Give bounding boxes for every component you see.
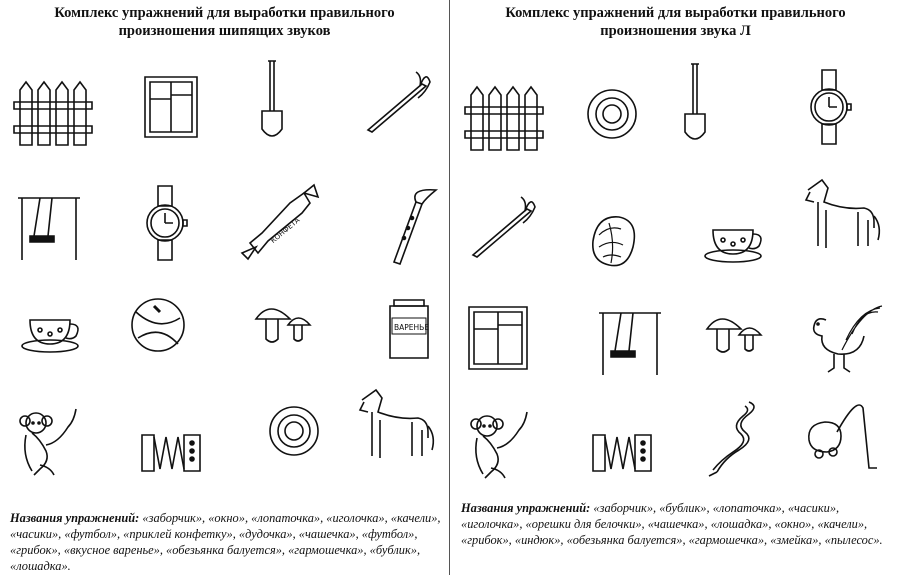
fence-icon bbox=[459, 75, 549, 165]
needle-icon bbox=[463, 185, 553, 275]
jar-label: ВАРЕНЬЕ bbox=[394, 323, 430, 332]
left-title-line2: произношения шипящих звуков bbox=[118, 23, 331, 39]
right-panel bbox=[451, 0, 900, 575]
left-caption-text: «заборчик», «окно», «лопаточка», «иголочка», «качели», «часики», «футбол», «приклей конфетку», «дудочка», «чашечка», «футбол», «грибок», «вкусное варенье», «обезьянка балуется», «гармошечка», «бублик», «лошадка». bbox=[10, 511, 441, 573]
right-title bbox=[451, 4, 900, 40]
jam-jar-icon bbox=[370, 288, 460, 378]
swing-icon bbox=[589, 295, 679, 385]
bagel-icon bbox=[250, 385, 340, 475]
right-caption-lead: Названия упражнений: bbox=[461, 501, 591, 515]
left-caption-lead: Названия упражнений: bbox=[10, 511, 140, 525]
right-caption bbox=[461, 500, 892, 548]
window-icon bbox=[461, 295, 551, 385]
wristwatch-icon bbox=[122, 178, 212, 268]
left-title bbox=[0, 4, 449, 40]
walnut-icon bbox=[569, 195, 659, 285]
right-caption-text: «заборчик», «бублик», «лопаточка», «часики», «иголочка», «орешки для белочки», «чашечка», «лошадка», «окно», «качели», «грибок», «индюк», «обезьянка балуется», «гармошечка», «змейка», «пылесос». bbox=[461, 501, 883, 547]
left-title-line1: Комплекс упражнений для выработки правильного bbox=[54, 5, 395, 21]
mushrooms-icon bbox=[238, 285, 328, 375]
shovel-icon bbox=[651, 58, 741, 148]
pipe-icon bbox=[360, 180, 450, 270]
candy-label: КОНФЕТА bbox=[269, 216, 302, 246]
candy-icon bbox=[238, 175, 328, 265]
window-icon bbox=[125, 65, 215, 155]
left-caption bbox=[10, 510, 441, 574]
turkey-icon bbox=[796, 290, 886, 380]
snake-icon bbox=[689, 392, 779, 482]
mushrooms-icon bbox=[689, 295, 779, 385]
horse-icon bbox=[796, 170, 886, 260]
vacuum-cleaner-icon bbox=[791, 390, 881, 480]
swing-icon bbox=[8, 180, 98, 270]
teacup-icon bbox=[691, 200, 781, 290]
fence-icon bbox=[8, 70, 98, 160]
ball-icon bbox=[112, 280, 202, 370]
needle-icon bbox=[358, 60, 448, 150]
teacup-icon bbox=[8, 290, 98, 380]
accordion-icon bbox=[128, 405, 218, 495]
right-title-line2: произношения звука Л bbox=[600, 23, 751, 39]
monkey-icon bbox=[10, 395, 100, 485]
bagel-icon bbox=[568, 68, 658, 158]
right-title-line1: Комплекс упражнений для выработки правильного bbox=[505, 5, 846, 21]
monkey-icon bbox=[461, 398, 551, 488]
shovel-icon bbox=[228, 55, 318, 145]
accordion-icon bbox=[579, 405, 669, 495]
horse-icon bbox=[350, 380, 440, 470]
wristwatch-icon bbox=[786, 62, 876, 152]
